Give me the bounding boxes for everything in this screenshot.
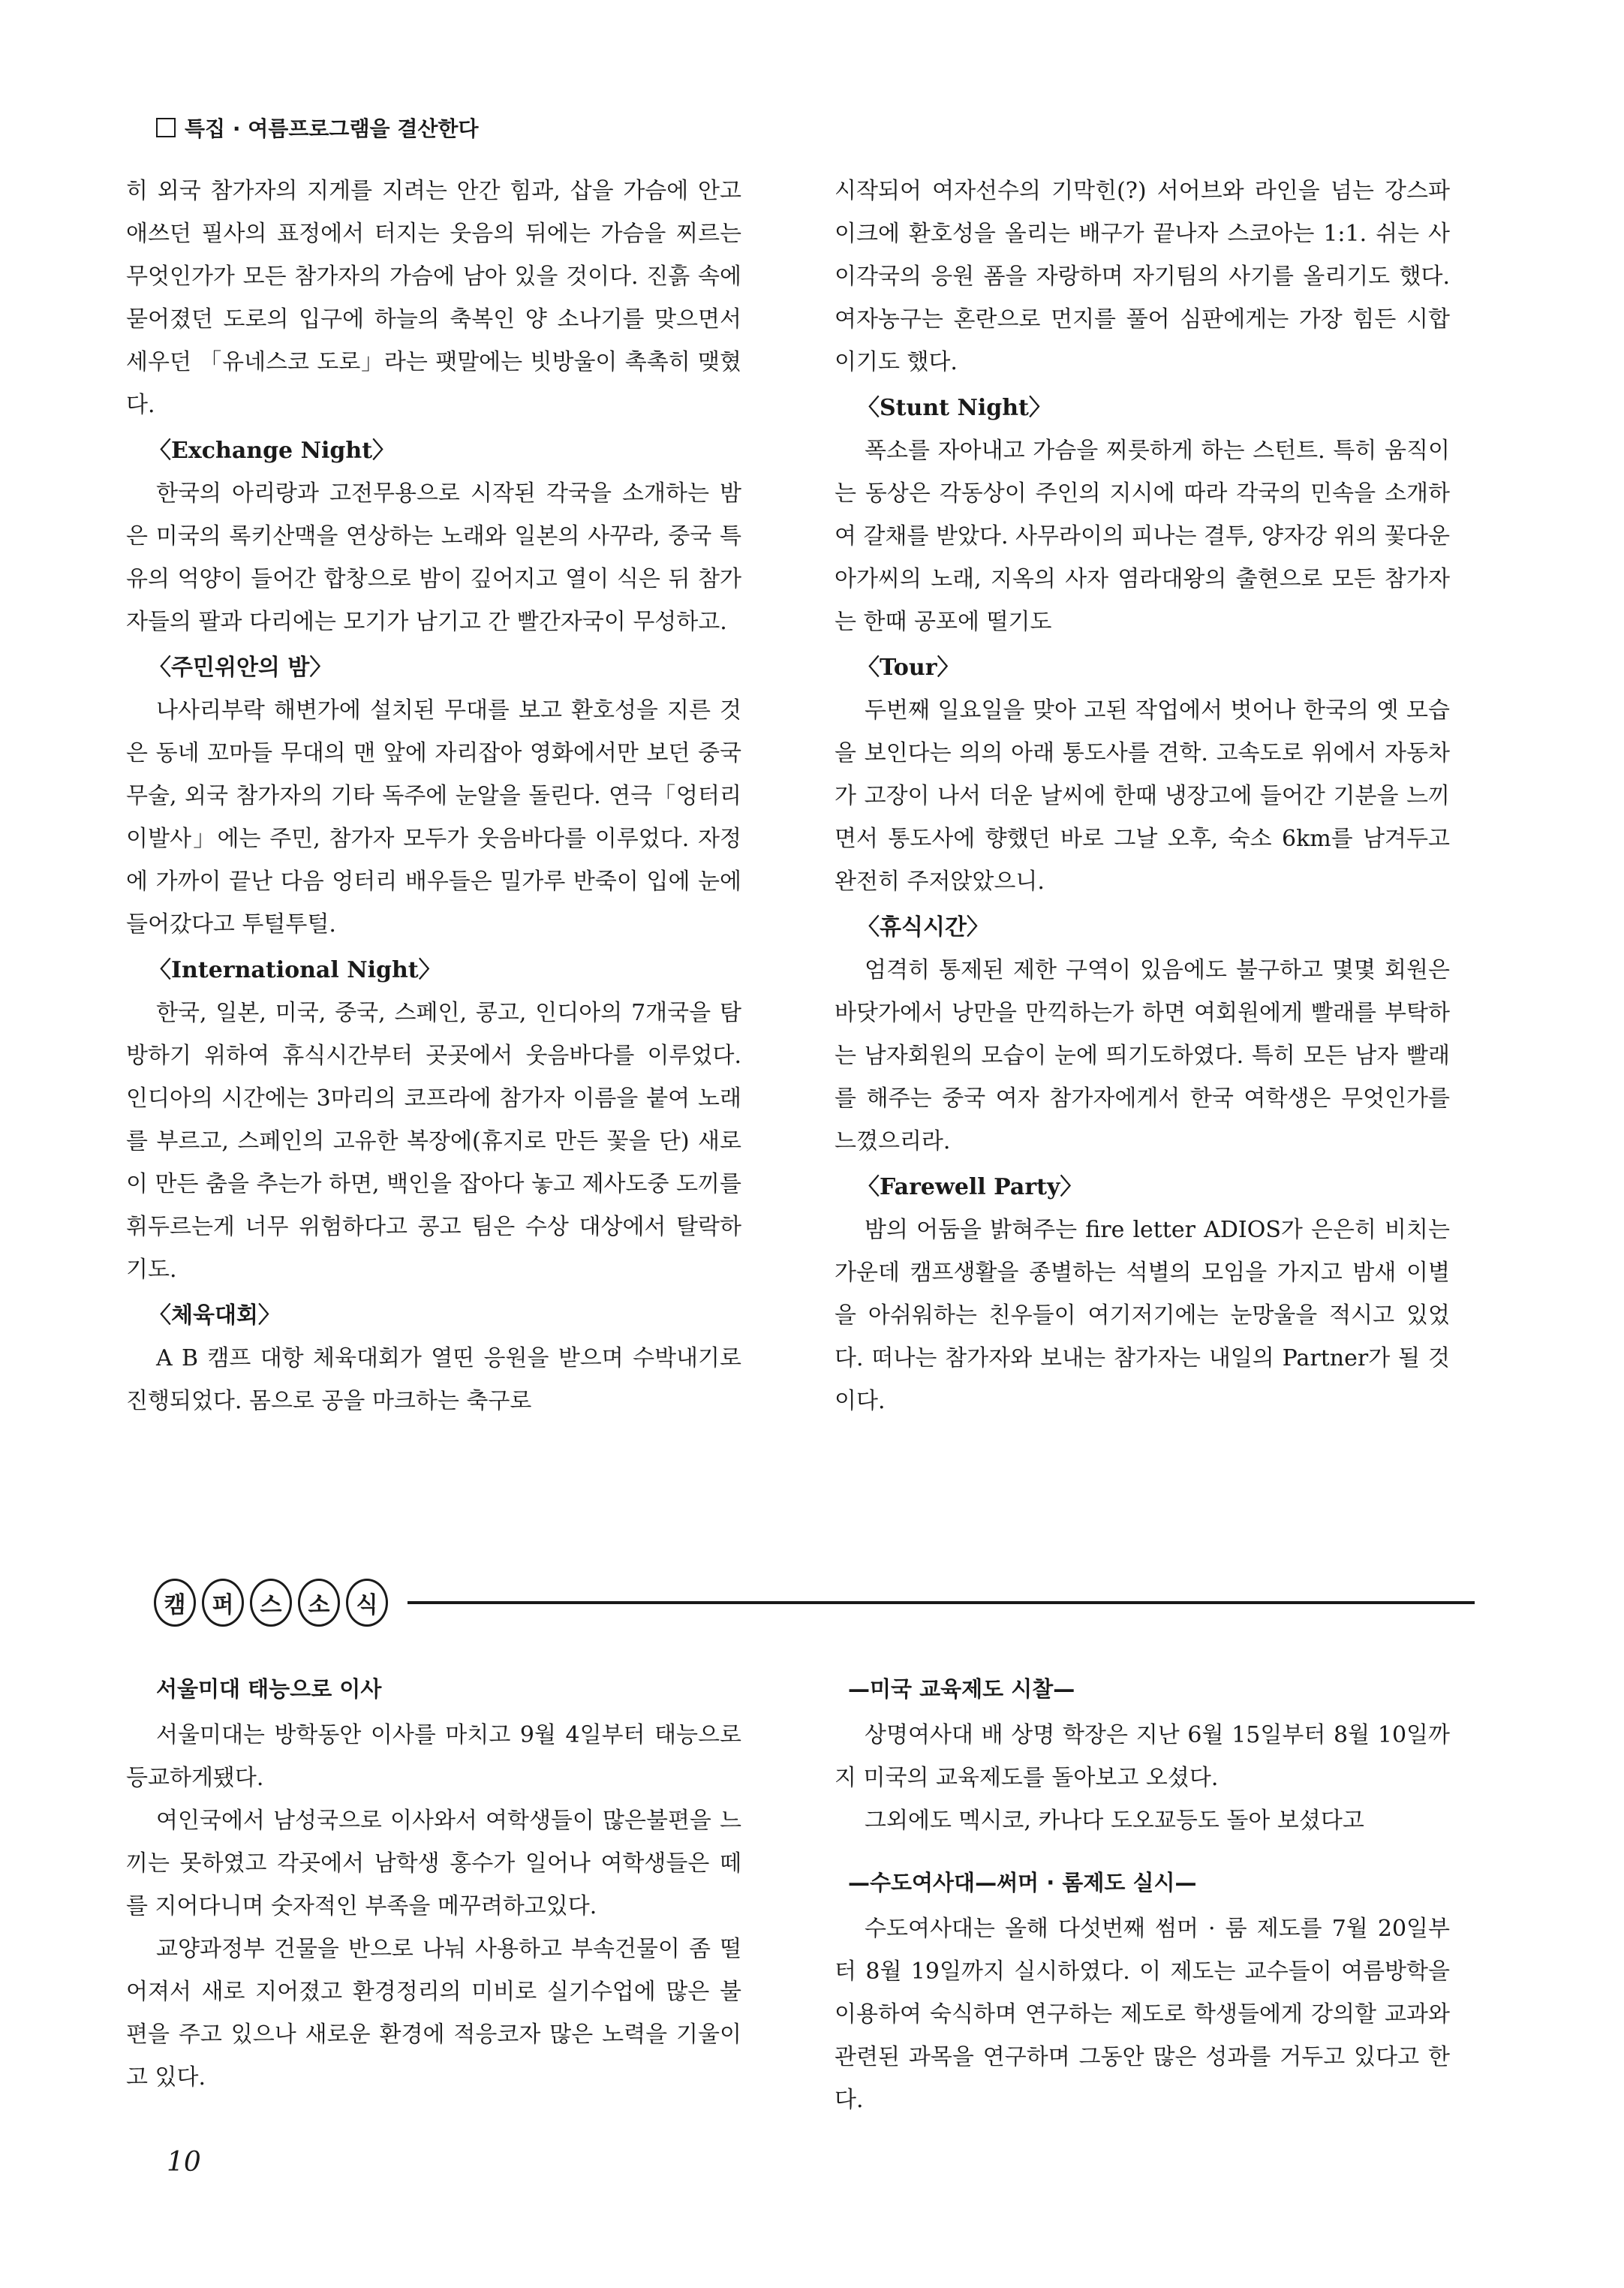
checkbox-square-icon — [156, 118, 176, 137]
news-headline: —수도여사대—써머 · 롬제도 실시— — [848, 1870, 1197, 1895]
paragraph: 한국, 일본, 미국, 중국, 스페인, 콩고, 인디아의 7개국을 탐방하기 위하여 휴식시간부터 곳곳에서 웃음바다를 이루었다. 인디아의 시간에는 3마리의 코프라에 참가자 이름을 붙여 노래를 부르고, 스페인의 고유한 복장에(휴지로 만든 꽃을 단) 새로이 만든 춤을 추는가 하면, 백인을 잡아다 놓고 제사도중 도끼를 휘두르는게 너무 위험하다고 콩고 팀은 수상 대상에서 탈락하기도. — [126, 1000, 741, 1283]
section-heading: 〈체육대회〉 — [149, 1302, 281, 1329]
section-heading: 〈휴식시간〉 — [857, 914, 989, 941]
left-column-top — [126, 170, 741, 1422]
banner-char: 소 — [298, 1579, 340, 1627]
section-heading: 〈International Night〉 — [149, 957, 441, 983]
header-title: 특집 · 여름프로그램을 결산한다 — [185, 116, 479, 141]
paragraph: 폭소를 자아내고 가슴을 찌릇하게 하는 스턴트. 특히 움직이는 동상은 각동상이 주인의 지시에 따라 각국의 민속을 소개하여 갈채를 받았다. 사무라이의 피나는 결투, 양자강 위의 꽃다운 아가씨의 노래, 지옥의 사자 염라대왕의 출현으로 모든 참가자는 한때 공포에 떨기도 — [835, 438, 1450, 635]
news-headline: —미국 교육제도 시찰— — [848, 1676, 1075, 1702]
page-number: 10 — [167, 2147, 201, 2178]
right-column-top — [835, 170, 1450, 1422]
paragraph: A B 캠프 대항 체육대회가 열띤 응원을 받으며 수박내기로 진행되었다. 몸으로 공을 마크하는 축구로 — [126, 1345, 741, 1414]
spacer — [835, 1842, 1450, 1862]
banner-char: 캠 — [154, 1579, 196, 1627]
paragraph: 여인국에서 남성국으로 이사와서 여학생들이 많은불편을 느끼는 못하였고 각곳에서 남학생 홍수가 일어나 여학생들은 떼를 지어다니며 숫자적인 부족을 메꾸려하고있다. — [126, 1808, 741, 1919]
section-header — [156, 113, 479, 143]
banner-char: 퍼 — [202, 1579, 244, 1627]
paragraph: 교양과정부 건물을 반으로 나눠 사용하고 부속건물이 좀 떨어져서 새로 지어졌고 환경정리의 미비로 실기수업에 많은 불편을 주고 있으나 새로운 환경에 적응코자 많은 노력을 기울이고 있다. — [126, 1936, 741, 2091]
paragraph: 밤의 어둠을 밝혀주는 fire letter ADIOS가 은은히 비치는 가운데 캠프생활을 종별하는 석별의 모임을 가지고 밤새 이별을 아쉬워하는 친우들이 여기저기에는 눈망울을 적시고 있었다. 떠나는 참가자와 보내는 참가자는 내일의 Partner가 될 것이다. — [835, 1217, 1450, 1414]
paragraph: 서울미대는 방학동안 이사를 마치고 9월 4일부터 태능으로 등교하게됐다. — [126, 1722, 741, 1791]
paragraph: 그외에도 멕시코, 카나다 도오꾜등도 돌아 보셨다고 — [865, 1808, 1364, 1834]
section-heading: 〈Stunt Night〉 — [857, 395, 1051, 421]
banner-char: 식 — [346, 1579, 388, 1627]
right-column-bottom — [835, 1668, 1450, 2121]
news-headline: 서울미대 태능으로 이사 — [156, 1676, 382, 1702]
section-heading: 〈Tour〉 — [857, 655, 960, 681]
paragraph: 수도여사대는 올해 다섯번째 썸머 · 룸 제도를 7월 20일부터 8월 19일까지 실시하였다. 이 제도는 교수들이 여름방학을 이용하여 숙식하며 연구하는 제도로 학생들에게 강의할 교과와 관련된 과목을 연구하며 그동안 많은 성과를 거두고 있다고 한다. — [835, 1916, 1450, 2113]
paragraph: 엄격히 통제된 제한 구역이 있음에도 불구하고 몇몇 회원은 바닷가에서 낭만을 만끽하는가 하면 여회원에게 빨래를 부탁하는 남자회원의 모습이 눈에 띄기도하였다. 특히 모든 남자 빨래를 해주는 중국 여자 참가자에게서 한국 여학생은 무엇인가를 느꼈으리라. — [835, 957, 1450, 1155]
banner-rule — [408, 1601, 1475, 1604]
left-column-bottom — [126, 1668, 741, 2099]
banner-char: 스 — [250, 1579, 292, 1627]
section-heading: 〈Farewell Party〉 — [857, 1174, 1083, 1200]
campus-news-banner — [154, 1569, 1475, 1636]
paragraph: 한국의 아리랑과 고전무용으로 시작된 각국을 소개하는 밤은 미국의 록키산맥을 연상하는 노래와 일본의 사꾸라, 중국 특유의 억양이 들어간 합창으로 밤이 깊어지고 열이 식은 뒤 참가자들의 팔과 다리에는 모기가 남기고 간 빨간자국이 무성하고. — [126, 480, 741, 635]
paragraph: 시작되어 여자선수의 기막힌(?) 서어브와 라인을 넘는 강스파이크에 환호성을 올리는 배구가 끝나자 스코아는 1:1. 쉬는 사이각국의 응원 폼을 자랑하며 자기팀의 사기를 올리기도 했다. 여자농구는 혼란으로 먼지를 풀어 심판에게는 가장 힘든 시합이기도 했다. — [835, 178, 1450, 375]
paragraph: 두번째 일요일을 맞아 고된 작업에서 벗어나 한국의 옛 모습을 보인다는 의의 아래 통도사를 견학. 고속도로 위에서 자동차가 고장이 나서 더운 날씨에 한때 냉장고에 들어간 기분을 느끼면서 통도사에 향했던 바로 그날 오후, 숙소 6km를 남겨두고 완전히 주저앉았으니. — [835, 697, 1450, 895]
section-heading: 〈Exchange Night〉 — [149, 438, 395, 464]
paragraph: 히 외국 참가자의 지게를 지려는 안간 힘과, 삽을 가슴에 안고 애쓰던 필사의 표정에서 터지는 웃음의 뒤에는 가슴을 찌르는 무엇인가가 모든 참가자의 가슴에 남아 있을 것이다. 진흙 속에 묻어졌던 도로의 입구에 하늘의 축복인 양 소나기를 맞으면서 세우던 「유네스코 도로」라는 팻말에는 빗방울이 촉촉히 맺혔다. — [126, 178, 741, 418]
section-heading: 〈주민위안의 밤〉 — [149, 655, 332, 681]
paragraph: 상명여사대 배 상명 학장은 지난 6월 15일부터 8월 10일까지 미국의 교육제도를 돌아보고 오셨다. — [835, 1722, 1450, 1791]
paragraph: 나사리부락 해변가에 설치된 무대를 보고 환호성을 지른 것은 동네 꼬마들 무대의 맨 앞에 자리잡아 영화에서만 보던 중국 무술, 외국 참가자의 기타 독주에 눈알을 돌린다. 연극「엉터리 이발사」에는 주민, 참가자 모두가 웃음바다를 이루었다. 자정에 가까이 끝난 다음 엉터리 배우들은 밀가루 반죽이 입에 눈에 들어갔다고 투털투털. — [126, 697, 741, 938]
